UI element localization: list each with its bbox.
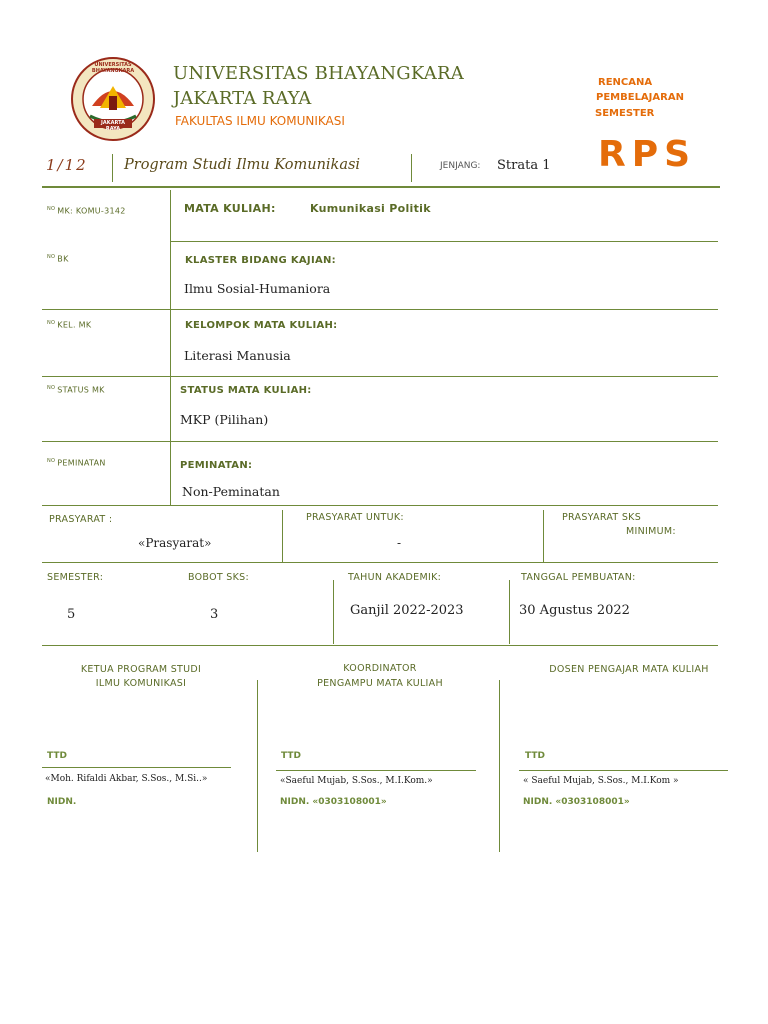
sig3-name: « Saeful Mujab, S.Sos., M.I.Kom » (523, 776, 679, 786)
row-line (42, 645, 718, 646)
prasyarat-untuk-label: PRASYARAT UNTUK: (306, 512, 404, 523)
mk-title-label: MATA KULIAH: (184, 202, 276, 215)
row-line (170, 241, 718, 242)
prasyarat-sks-label-line1: PRASYARAT SKS (562, 512, 642, 523)
kel-left-label: $^{NO}$ KEL. MK (47, 320, 92, 330)
semester-value: 5 (67, 607, 76, 622)
kel-value: Literasi Manusia (184, 348, 291, 363)
prasyarat-sks-label-line2: MINIMUM: (626, 526, 676, 537)
prasyarat-value: «Prasyarat» (138, 536, 212, 550)
jenjang-label: JENJANG: (440, 161, 481, 171)
university-name-line2: JAKARTA RAYA (173, 88, 312, 109)
sig2-line (276, 770, 476, 771)
bk-left-label: $^{NO}$ BK (47, 254, 69, 264)
tahun-value: Ganjil 2022-2023 (350, 603, 464, 618)
divider (411, 154, 412, 182)
sig3-ttd: TTD (525, 751, 545, 761)
sig3-line (519, 770, 728, 771)
prasyarat-untuk-value: - (397, 536, 402, 550)
divider (543, 510, 544, 562)
sig2-title-line1: KOORDINATOR (343, 663, 417, 674)
divider (333, 580, 334, 644)
doc-type-line2: PEMBELAJARAN (596, 92, 684, 103)
divider (282, 510, 283, 562)
row-line (42, 562, 718, 563)
logo-top-text: UNIVERSITAS BHAYANGKARA (91, 62, 135, 74)
rps-title: RPS (598, 134, 697, 175)
bobot-value: 3 (210, 607, 219, 622)
doc-type-line3: SEMESTER (595, 108, 655, 119)
mk-title-value: Kumunikasi Politik (310, 202, 431, 215)
status-title-label: STATUS MATA KULIAH: (180, 385, 312, 396)
sig3-nidn: NIDN. «0303108001» (523, 797, 630, 807)
divider (499, 680, 500, 852)
sig1-name: «Moh. Rifaldi Akbar, S.Sos., M.Si..» (45, 774, 208, 784)
divider (257, 680, 258, 852)
sig1-ttd: TTD (47, 751, 67, 761)
doc-type-line1: RENCANA (598, 77, 653, 88)
university-name-line1: UNIVERSITAS BHAYANGKARA (173, 63, 464, 84)
row-divider (170, 190, 171, 506)
jenjang-value: Strata 1 (497, 158, 551, 173)
header-divider (42, 186, 720, 188)
sig2-nidn: NIDN. «0303108001» (280, 797, 387, 807)
sig2-name: «Saeful Mujab, S.Sos., M.I.Kom.» (280, 776, 433, 786)
divider (112, 154, 113, 182)
peminatan-title-label: PEMINATAN: (180, 460, 253, 471)
logo-bottom-text: JAKARTA RAYA (101, 120, 125, 132)
row-line (42, 309, 718, 310)
sig1-title-line2: ILMU KOMUNIKASI (95, 678, 187, 689)
faculty-name: FAKULTAS ILMU KOMUNIKASI (175, 114, 345, 128)
mk-left-label: $^{NO}$ MK: KOMU-3142 (47, 206, 126, 216)
tanggal-label: TANGGAL PEMBUATAN: (521, 572, 636, 583)
sig1-line (42, 767, 231, 768)
tahun-label: TAHUN AKADEMIK: (348, 572, 442, 583)
row-line (42, 505, 718, 506)
row-line (42, 441, 718, 442)
bk-title-label: KLASTER BIDANG KAJIAN: (185, 255, 336, 266)
peminatan-left-label: $^{NO}$ PEMINATAN (47, 458, 106, 468)
status-left-label: $^{NO}$ STATUS MK (47, 385, 105, 395)
sig3-title-line1: DOSEN PENGAJAR MATA KULIAH (549, 664, 709, 675)
sig1-nidn: NIDN. (47, 797, 77, 807)
program-name: Program Studi Ilmu Komunikasi (124, 157, 361, 173)
university-logo (70, 56, 156, 142)
status-value: MKP (Pilihan) (180, 412, 269, 427)
peminatan-value: Non-Peminatan (182, 484, 280, 499)
sig1-title-line1: KETUA PROGRAM STUDI (80, 664, 202, 675)
divider (509, 580, 510, 644)
sig2-title-line2: PENGAMPU MATA KULIAH (317, 678, 443, 689)
kel-title-label: KELOMPOK MATA KULIAH: (185, 320, 338, 331)
bobot-label: BOBOT SKS: (188, 572, 249, 583)
sig2-ttd: TTD (281, 751, 301, 761)
bk-value: Ilmu Sosial-Humaniora (184, 281, 331, 296)
prasyarat-label: PRASYARAT : (49, 514, 113, 525)
tanggal-value: 30 Agustus 2022 (519, 603, 630, 618)
row-line (42, 376, 718, 377)
page-number: 1/12 (46, 156, 88, 174)
semester-label: SEMESTER: (47, 572, 104, 583)
